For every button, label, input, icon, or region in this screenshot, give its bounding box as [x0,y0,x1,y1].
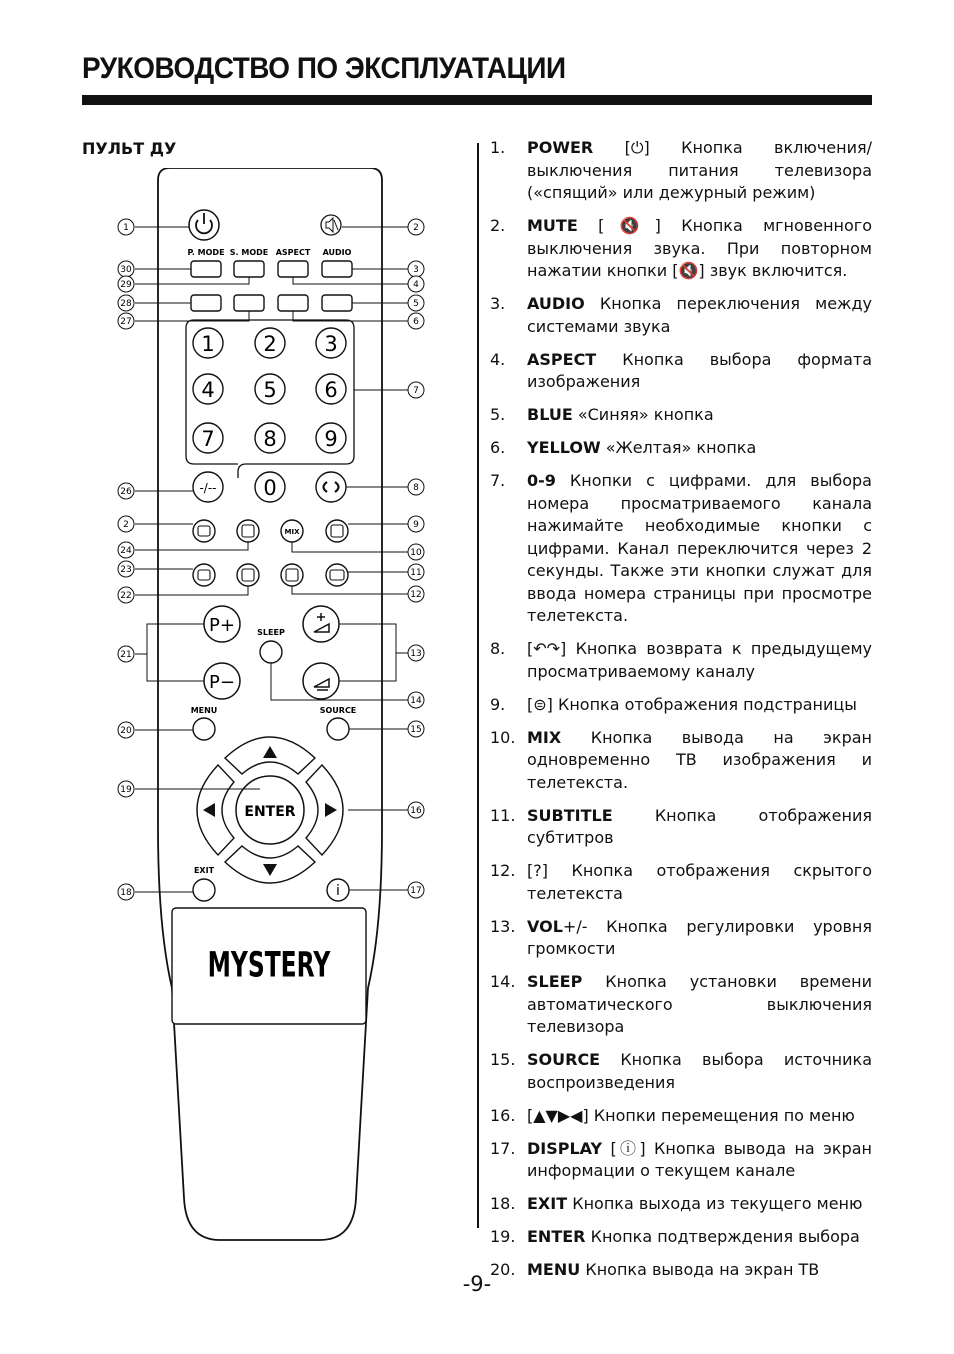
pmode-button[interactable] [191,261,221,277]
blue-button[interactable] [322,295,352,311]
callout-2 [408,219,424,235]
svg-text:5: 5 [413,299,419,309]
reveal-button[interactable] [281,564,303,586]
list-item: 19. ENTER Кнопка подтверждения выбора [490,1227,860,1246]
list-item: 17. DISPLAY [ⓘ] Кнопка вывода на экран информации о текущем канале [490,1138,872,1180]
svg-text:10: 10 [410,548,422,558]
svg-text:16: 16 [410,806,422,816]
smode-label: S. MODE [229,248,269,257]
callout-1 [118,219,134,235]
volume-down-button[interactable] [303,663,339,699]
svg-text:13: 13 [410,649,422,659]
callout-26 [118,483,134,499]
dash-label: -/-- [199,481,217,495]
exit-label: EXIT [193,866,215,875]
remote-diagram [100,168,440,1248]
digit-6: 6 [324,378,338,402]
callout-13 [408,645,424,661]
list-item: 1. POWER [⏻] Кнопка включения/выключения питания телевизора («спящий» или дежурный режим) [490,138,872,202]
svg-text:12: 12 [410,590,422,600]
svg-text:22: 22 [120,591,132,601]
list-item: 14. SLEEP Кнопка установки времени автоматического выключения телевизора [490,972,872,1036]
sleep-button[interactable] [260,641,282,663]
channel-down-label: P− [209,672,235,693]
svg-text:6: 6 [413,317,419,327]
list-item: 8. [↶↷] Кнопка возврата к предыдущему просматриваемому каналу [490,639,872,681]
enter-label: ENTER [244,804,296,820]
yellow-button[interactable] [278,295,308,311]
callout-17 [408,882,424,898]
callout-2b [118,516,134,532]
callout-29 [118,276,134,292]
green-button[interactable] [234,295,264,311]
index-button[interactable] [193,564,215,586]
svg-text:3: 3 [413,265,419,275]
digit-3: 3 [324,332,338,356]
callout-12 [408,586,424,602]
svg-text:24: 24 [120,546,132,556]
red-button[interactable] [191,295,221,311]
list-item: 6. YELLOW «Желтая» кнопка [490,438,757,457]
mix-label: MIX [284,528,300,536]
callout-18 [118,884,134,900]
callout-15 [408,721,424,737]
svg-text:19: 19 [120,785,132,795]
svg-text:7: 7 [413,386,419,396]
size-button[interactable] [237,564,259,586]
svg-text:23: 23 [120,565,132,575]
digit-9: 9 [324,427,338,451]
pmode-label: P. MODE [187,248,225,257]
callout-11 [408,564,424,580]
exit-button[interactable] [193,879,215,901]
svg-text:21: 21 [120,650,132,660]
info-icon: i [336,883,340,899]
list-item: 11. SUBTITLE Кнопка отображения субтитров [490,805,872,847]
list-item: 20. MENU Кнопка вывода на экран ТВ [490,1260,820,1279]
brand-logo: MYSTERY [207,944,331,985]
hold-button[interactable] [237,520,259,542]
page-title: РУКОВОДСТВО ПО ЭКСПЛУАТАЦИИ [82,52,566,85]
list-item: 2. MUTE [🔇] Кнопка мгновенного выключения звука. При повторном нажатии кнопки [🔇] звук включится. [490,216,872,280]
svg-text:28: 28 [120,299,132,309]
svg-text:11: 11 [410,568,422,578]
column-divider [477,143,479,1228]
callout-23 [118,561,134,577]
digit-4: 4 [201,378,215,402]
list-item: 4. ASPECT Кнопка выбора формата изображения [490,349,872,391]
callout-6 [408,313,424,329]
callout-10 [408,544,424,560]
power-button[interactable] [189,210,219,240]
subpage-button[interactable] [326,520,348,542]
svg-text:8: 8 [413,483,419,493]
digit-5: 5 [263,378,277,402]
callout-19 [118,781,134,797]
callout-22 [118,587,134,603]
list-item: 10. MIX Кнопка вывода на экран одновременно ТВ изображения и телетекста. [490,727,873,792]
callout-8 [408,479,424,495]
title-rule [82,95,872,105]
aspect-label: ASPECT [275,248,311,257]
svg-text:15: 15 [410,725,422,735]
svg-text:27: 27 [120,317,132,327]
callout-16 [408,802,424,818]
callout-5 [408,295,424,311]
svg-text:2: 2 [123,520,129,530]
svg-text:30: 30 [120,265,132,275]
teletext-button[interactable] [193,520,215,542]
source-label: SOURCE [319,706,357,715]
svg-text:2: 2 [413,223,419,233]
sleep-label: SLEEP [257,628,285,637]
svg-text:17: 17 [410,886,422,896]
callout-3 [408,261,424,277]
list-item: 12. [?] Кнопка отображения скрытого телетекста [490,861,872,903]
list-item: 3. AUDIO Кнопка переключения между системами звука [490,294,873,336]
source-button[interactable] [327,718,349,740]
svg-text:14: 14 [410,696,422,706]
menu-label: MENU [190,706,218,715]
callout-30 [118,261,134,277]
aspect-button[interactable] [278,261,308,277]
list-item: 9. [⊜] Кнопка отображения подстраницы [490,694,857,714]
callout-27 [118,313,134,329]
volume-up-button[interactable] [303,606,339,642]
return-button[interactable] [316,472,346,502]
menu-button[interactable] [193,718,215,740]
svg-text:1: 1 [123,223,129,233]
list-item: 5. BLUE «Синяя» кнопка [490,405,714,424]
svg-text:18: 18 [120,888,132,898]
svg-text:20: 20 [120,726,132,736]
callout-4 [408,276,424,292]
callout-9 [408,516,424,532]
digit-0: 0 [263,476,277,500]
callout-28 [118,295,134,311]
list-item: 7. 0-9 Кнопки с цифрами. для выбора номера просматриваемого канала нажимайте необходимые кнопки с цифрами. Канал переключится через 2 секунды. Также эти кнопки служат для ввода номера страницы при просмотре телетекста. [490,471,872,625]
svg-text:4: 4 [413,280,419,290]
list-item: 13. VOL+/- Кнопка регулировки уровня громкости [490,916,872,958]
callout-20 [118,722,134,738]
section-title: ПУЛЬТ ДУ [82,139,177,158]
svg-text:29: 29 [120,280,132,290]
subtitle-button[interactable] [326,564,348,586]
channel-up-label: P+ [209,615,235,636]
page-number: -9- [462,1272,492,1296]
button-description-list [488,137,872,1292]
digit-2: 2 [263,332,277,356]
callout-24 [118,542,134,558]
callout-21 [118,646,134,662]
smode-button[interactable] [234,261,264,277]
callout-14 [408,692,424,708]
digit-1: 1 [201,332,215,356]
svg-text:9: 9 [413,520,419,530]
callout-7 [408,382,424,398]
audio-button[interactable] [322,261,352,277]
digit-8: 8 [263,427,277,451]
list-item: 15. SOURCE Кнопка выбора источника воспроизведения [490,1050,872,1092]
mute-button[interactable] [321,215,341,235]
list-item: 18. EXIT Кнопка выхода из текущего меню [490,1194,863,1213]
list-item: 16. [▲▼▶◀] Кнопки перемещения по меню [490,1105,855,1125]
audio-label: AUDIO [322,248,352,257]
svg-text:26: 26 [120,487,132,497]
digit-7: 7 [201,427,215,451]
